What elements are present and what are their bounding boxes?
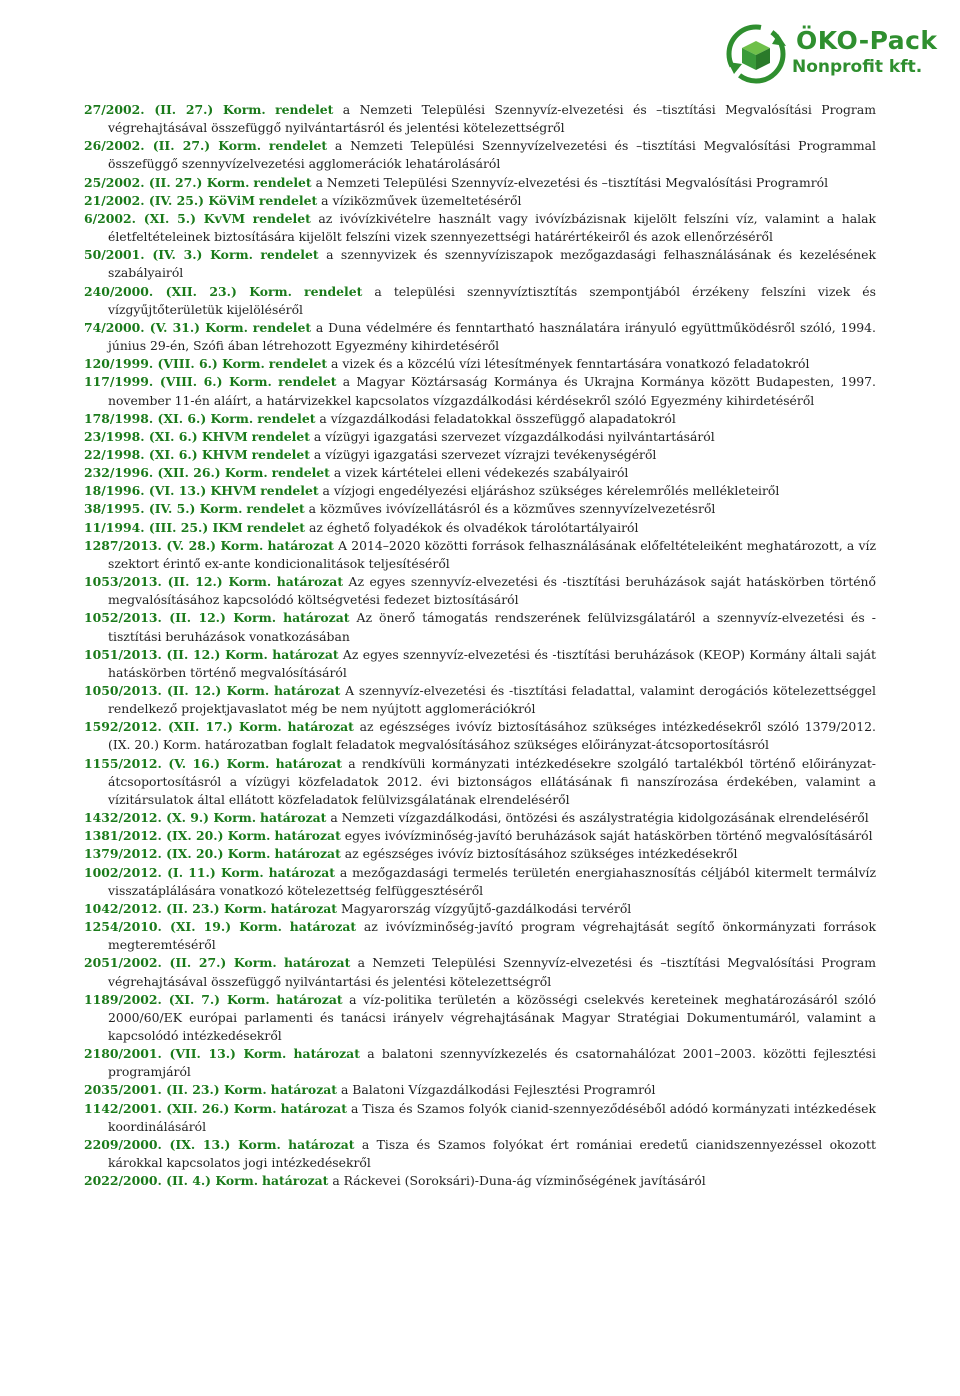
legislation-list [84, 101, 876, 1190]
entry-description: a Duna védelmére és fenntartható használatára irányuló együttműködésről szóló, 1994. június 29-én, Szófi ában létrehozott Egyezmény kihirdetéséről [108, 319, 876, 354]
legislation-entry [84, 682, 876, 718]
legislation-entry [84, 827, 876, 845]
legislation-entry [84, 845, 876, 863]
entry-reference: 2022/2000. (II. 4.) Korm. [84, 1173, 259, 1189]
entry-type: határozat [268, 864, 335, 880]
entry-description: a víziközművek üzemeltetéséről [321, 192, 522, 208]
legislation-entry [84, 446, 876, 464]
legislation-entry [84, 1136, 876, 1172]
legislation-entry [84, 1172, 876, 1190]
entry-type: határozat [276, 991, 343, 1007]
entry-description: a Nemzeti Települési Szennyvíz-elvezetési és –tisztítási Megvalósítási Programról [315, 174, 829, 190]
entry-reference: 2180/2001. (VII. 13.) Korm. [84, 1046, 287, 1062]
legislation-entry [84, 573, 876, 609]
entry-description: a Ráckevei (Soroksári)-Duna-ág vízminőségének javításáról [332, 1173, 706, 1189]
entry-reference: 11/1994. (III. 25.) IKM [84, 519, 243, 535]
legislation-entry [84, 464, 876, 482]
legislation-entry [84, 137, 876, 173]
entry-type: határozat [274, 846, 341, 862]
entry-reference: 23/1998. (XI. 6.) KHVM [84, 428, 248, 444]
entry-description: a Tisza és Szamos folyókat ért romániai eredetű cianidszennyezéssel okozott károkkal kapcsolatos jogi intézkedésekről [108, 1136, 876, 1171]
entry-reference: 1432/2012. (X. 9.) Korm. [84, 810, 257, 826]
entry-type: határozat [289, 919, 357, 935]
entry-type: határozat [287, 719, 354, 735]
entry-description: a települési szennyvíztisztítás szempontjából érzékeny felszíni vizek és vízgyűjtőterületük kijelöléséről [108, 283, 876, 317]
entry-description: a Nemzeti vízgazdálkodási, öntözési és aszálystratégia kidolgozásának elrendeléséről [330, 810, 869, 826]
legislation-entry [84, 192, 876, 210]
entry-reference: 25/2002. (II. 27.) Korm. [84, 174, 250, 190]
entry-description: a Nemzeti Települési Szennyvíz-elvezetési és –tisztítási Megvalósítási Program végrehajtásával összefüggő nyilvántartásról és jelentési kötelezettségről [108, 102, 876, 136]
entry-type: határozat [260, 810, 327, 826]
legislation-entry [84, 410, 876, 428]
entry-type: rendelet [304, 283, 363, 299]
legislation-entry [84, 809, 876, 827]
entry-type: határozat [270, 1082, 337, 1098]
entry-reference: 1042/2012. (II. 23.) Korm. [84, 900, 267, 916]
entry-type: határozat [267, 537, 334, 553]
legislation-entry [84, 428, 876, 446]
entry-type: határozat [273, 683, 341, 698]
entry-reference: 1155/2012. (V. 16.) Korm. [84, 755, 270, 771]
entry-reference: 1379/2012. (IX. 20.) Korm. [84, 846, 271, 862]
entry-type: rendelet [246, 501, 305, 517]
entry-description: az ivóvízminőség-javító program végrehajtását segítő önkormányzati források megteremtéséről [108, 919, 876, 953]
entry-reference: 22/1998. (XI. 6.) KHVM [84, 446, 248, 462]
legislation-entry [84, 900, 876, 918]
legislation-entry [84, 519, 876, 537]
entry-description: a közműves ivóvízellátásról és a közműves szennyvízelvezetésről [308, 501, 716, 517]
entry-description: A szennyvíz-elvezetési és -tisztítási feladattal, valamint derogációs kötelezettséggel rendelkező projektjavaslatot még be nem nyújtott agglomerációkról [108, 683, 876, 717]
entry-type: rendelet [268, 138, 328, 154]
entry-description: a vizek és a közcélú vízi létesítmények fenntartására vonatkozó feladatokról [331, 356, 810, 372]
legislation-entry [84, 537, 876, 573]
entry-description: egyes ivóvízminőség-javító beruházások saját hatáskörben történő megvalósításáról [344, 828, 873, 844]
legislation-entry [84, 355, 876, 373]
legislation-entry [84, 718, 876, 754]
entry-type: rendelet [271, 465, 330, 481]
entry-type: határozat [276, 574, 344, 590]
entry-type: rendelet [251, 428, 310, 444]
entry-reference: 1142/2001. (XII. 26.) Korm. [84, 1100, 277, 1116]
recycle-box-icon [726, 24, 790, 84]
entry-description: a vizek kártételei elleni védekezés szabályairól [333, 465, 629, 481]
entry-reference: 178/1998. (XI. 6.) Korm. [84, 410, 254, 426]
entry-reference: 26/2002. (II. 27.) Korm. [84, 138, 262, 154]
entry-reference: 1254/2010. (XI. 19.) Korm. [84, 919, 282, 935]
entry-description: a vízgazdálkodási feladatokkal összefüggő alapadatokról [319, 410, 676, 426]
entry-reference: 232/1996. (XII. 26.) Korm. [84, 465, 268, 481]
entry-description: a Magyar Köztársaság Kormánya és Ukrajna Kormánya között Budapesten, 1997. november 11-én aláírt, a határvizekkel kapcsolatos vízgazdálkodási kérdésekről szóló Egyezmény kihirdetéséről [108, 374, 876, 408]
legislation-entry [84, 283, 876, 319]
entry-reference: 120/1999. (VIII. 6.) Korm. [84, 356, 265, 372]
legislation-entry [84, 1081, 876, 1099]
entry-type: rendelet [253, 174, 312, 190]
entry-reference: 2051/2002. (II. 27.) Korm. [84, 955, 277, 971]
logo-subtitle: Nonprofit kft. [792, 57, 923, 77]
entry-reference: 6/2002. (XI. 5.) KvVM [84, 210, 246, 226]
entry-type: határozat [274, 828, 341, 844]
entry-reference: 1189/2002. (XI. 7.) Korm. [84, 991, 270, 1007]
entry-reference: 1051/2013. (II. 12.) Korm. [84, 646, 268, 662]
entry-type: határozat [262, 1173, 329, 1189]
entry-description: Az egyes szennyvíz-elvezetési és -tisztítási beruházások (KEOP) Kormány általi saját hatáskörben történő megvalósításáról [108, 646, 876, 680]
entry-description: az egészséges ivóvíz biztosításához szükséges intézkedésekről [344, 846, 738, 862]
entry-description: a Balatoni Vízgazdálkodási Fejlesztési Programról [340, 1082, 656, 1098]
entry-description: Az önerő támogatás rendszerének felülvizsgálatáról a szennyvíz-elvezetési és -tisztítási beruházások vonatkozásában [108, 610, 876, 644]
entry-description: a Nemzeti Települési Szennyvízelvezetési és –tisztítási Megvalósítási Programmal összefüggő szennyvízelvezetési agglomerációk lehatárolásáról [108, 138, 876, 172]
entry-type: rendelet [246, 519, 306, 535]
entry-description: az ivóvízkivételre használt vagy ivóvízbázisnak kijelölt felszíni víz, valamint a halak életfeltételeinek biztosítására kijelölt felszíni vizek szennyezettségi határértékeiről és azok ellenőrzéséről [108, 210, 876, 245]
entry-description: a Tisza és Szamos folyók cianid-szennyeződéséből adódó kormányzati intézkedések koordinálásáról [108, 1100, 876, 1134]
legislation-entry [84, 482, 876, 500]
entry-type: rendelet [260, 247, 319, 263]
entry-reference: 50/2001. (IV. 3.) Korm. [84, 247, 253, 263]
entry-type: rendelet [252, 210, 311, 226]
legislation-entry [84, 373, 876, 409]
legislation-entry [84, 918, 876, 954]
entry-type: határozat [288, 1136, 355, 1152]
entry-type: határozat [283, 610, 350, 626]
legislation-entry [84, 101, 876, 137]
legislation-entry [84, 210, 876, 246]
entry-reference: 1053/2013. (II. 12.) Korm. [84, 574, 272, 590]
entry-type: határozat [280, 1100, 347, 1116]
entry-description: a balatoni szennyvízkezelés és csatornahálózat 2001–2003. közötti fejlesztési programjáról [108, 1046, 876, 1080]
entry-description: az egészséges ivóvíz biztosításához szükséges intézkedésekről szóló 1379/2012. (IX. 20.) Korm. határozatban foglalt feladatok megvalósításához szükséges előirányzat-átcsoportosításról [108, 719, 876, 753]
entry-type: határozat [293, 1046, 360, 1062]
entry-description: a szennyvizek és szennyvíziszapok mezőgazdasági felhasználásának és kezelésének szabályairól [108, 247, 876, 281]
entry-description: Magyarország vízgyűjtő-gazdálkodási tervéről [340, 900, 632, 916]
entry-type: rendelet [257, 410, 316, 426]
entry-description: a víz-politika területén a közösségi cselekvés kereteinek meghatározásáról szóló 2000/60/EK európai parlamenti és tanácsi irányelv végrehajtásának Magyar Stratégiai Dokumentumáról, valamint a kapcsolódó intézkedésekről [108, 991, 876, 1043]
legislation-entry [84, 755, 876, 809]
entry-type: határozat [283, 955, 351, 971]
entry-type: rendelet [268, 356, 328, 372]
entry-description: a Nemzeti Települési Szennyvíz-elvezetési és –tisztítási Megvalósítási Program végrehajtásával összefüggő nyilvántartási és jelentési kötelezettségről [108, 955, 876, 989]
entry-description: a vízügyi igazgatási szervezet vízrajzi tevékenységéről [313, 446, 657, 462]
entry-description: a vízügyi igazgatási szervezet vízgazdálkodási nyilvántartásáról [313, 428, 715, 444]
legislation-entry [84, 246, 876, 282]
entry-type: rendelet [252, 319, 312, 335]
entry-description: az éghető folyadékok és olvadékok tárolótartályairól [308, 519, 639, 535]
entry-reference: 1287/2013. (V. 28.) Korm. [84, 537, 264, 553]
entry-type: rendelet [260, 483, 319, 499]
entry-reference: 2035/2001. (II. 23.) Korm. [84, 1082, 267, 1098]
entry-reference: 1050/2013. (II. 12.) Korm. [84, 683, 270, 698]
entry-reference: 240/2000. (XII. 23.) Korm. [84, 283, 292, 299]
legislation-entry [84, 991, 876, 1045]
legislation-entry [84, 500, 876, 518]
entry-type: rendelet [251, 446, 310, 462]
entry-reference: 117/1999. (VIII. 6.) Korm. [84, 374, 272, 390]
entry-reference: 1381/2012. (IX. 20.) Korm. [84, 828, 271, 844]
entry-type: rendelet [258, 192, 318, 208]
entry-type: határozat [275, 755, 342, 771]
legislation-entry [84, 1100, 876, 1136]
legislation-entry [84, 174, 876, 192]
entry-reference: 38/1995. (IV. 5.) Korm. [84, 501, 243, 517]
entry-type: rendelet [275, 102, 334, 117]
entry-description: A 2014–2020 közötti források felhasználásának előfeltételeiként meghatározott, a víz szektort érintő ex-ante kondicionalitások teljesítéséről [108, 537, 876, 571]
entry-reference: 1052/2013. (II. 12.) Korm. [84, 610, 277, 626]
entry-type: határozat [270, 900, 337, 916]
legislation-entry [84, 319, 876, 355]
legislation-entry [84, 646, 876, 682]
logo-title: ÖKO-Pack [796, 26, 938, 55]
entry-description: a rendkívüli kormányzati intézkedésekre szolgáló tartalékból történő előirányzat-átcsoportosításról a vízügyi közfeladatok 2012. évi biztonságos ellátásának fi nanszírozása érdekében, valamint a vízitársulatok által ellátott közfeladatok felülvizsgálatának elrendeléséről [108, 755, 876, 807]
entry-description: a mezőgazdasági termelés területén energiahasznosítás céljából kitermelt termálvíz visszatáplálására vonatkozó kötelezettség felfüggesztéséről [108, 864, 876, 898]
legislation-entry [84, 864, 876, 900]
legislation-entry [84, 1045, 876, 1081]
entry-reference: 1592/2012. (XII. 17.) Korm. [84, 719, 282, 735]
entry-type: rendelet [278, 374, 337, 390]
entry-reference: 2209/2000. (IX. 13.) Korm. [84, 1136, 281, 1152]
legislation-entry [84, 954, 876, 990]
entry-reference: 74/2000. (V. 31.) Korm. [84, 319, 248, 335]
entry-reference: 27/2002. (II. 27.) Korm. [84, 102, 266, 117]
legislation-entry [84, 609, 876, 645]
entry-reference: 21/2002. (IV. 25.) KöViM [84, 192, 255, 208]
entry-reference: 1002/2012. (I. 11.) Korm. [84, 864, 264, 880]
entry-type: határozat [272, 646, 339, 662]
oko-pack-logo [726, 24, 936, 84]
entry-description: a vízjogi engedélyezési eljáráshoz szükséges kérelemrőlés mellékleteiről [322, 483, 780, 499]
entry-description: Az egyes szennyvíz-elvezetési és -tisztítási beruházások saját hatáskörben történő megvalósításához kapcsolódó költségvetési fedezet biztosításáról [108, 574, 876, 608]
entry-reference: 18/1996. (VI. 13.) KHVM [84, 483, 257, 499]
